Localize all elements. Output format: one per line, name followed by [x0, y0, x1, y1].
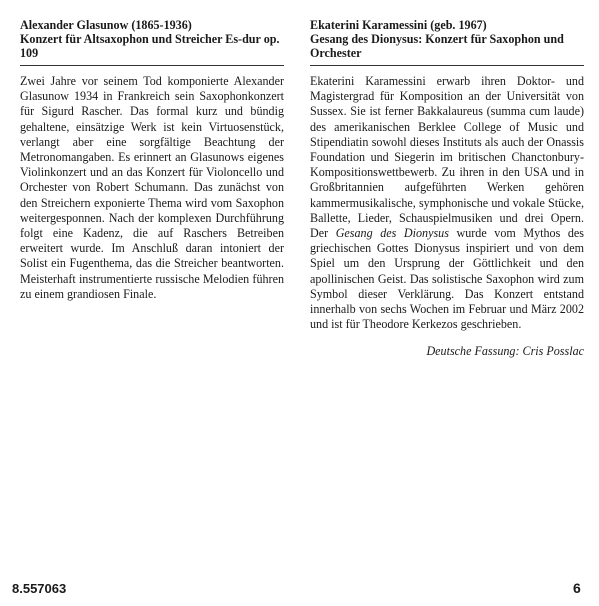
karamessini-body-part1: Ekaterini Karamessini erwarb ihren Doktor- und Magistergrad für Komposition an der Universität von Sussex. Sie ist ferner Bakkalaureus (summa cum laude) des amerikanischen Berklee College of Music und Stipendiatin sowohl dieses Instituts als auch der Onassis Foundation und Siegerin im britischen Chanctonbury-Kompositionswettbewerb. Zu ihren in den USA und in Großbritannien aufgeführten Werken gehören kammermusikalische, symphonische und vokale Stücke, Ballette, Lieder, Schauspielmusiken und drei Opern. Der [310, 74, 584, 241]
karamessini-body-work-title: Gesang des Dionysus [335, 226, 449, 241]
karamessini-body [310, 74, 584, 332]
left-divider [20, 65, 284, 66]
karamessini-body-part2: wurde vom Mythos des griechischen Gottes Dionysus inspiriert und von dem Spiel um den Ursprung der Göttlichkeit und den apollinischen Geist. Das solistische Saxophon wird zum Symbol dieser Verklärung. Das Konzert entstand innerhalb von sechs Wochen im Februar und März 2002 und ist für Theodore Kerkezos geschrieben. [310, 226, 584, 332]
translation-credit: Deutsche Fassung: Cris Posslac [426, 344, 584, 359]
glasunow-heading-work: Konzert für Altsaxophon und Streicher Es-dur op. 109 [20, 32, 280, 60]
right-divider [310, 65, 584, 66]
catalog-number: 8.557063 [12, 581, 67, 596]
right-column [310, 18, 584, 360]
karamessini-heading-work: Gesang des Dionysus: Konzert für Saxophon und Orchester [310, 32, 564, 60]
karamessini-heading-composer: Ekaterini Karamessini (geb. 1967) [310, 18, 487, 32]
page-number: 6 [573, 580, 581, 596]
left-column [20, 18, 284, 302]
glasunow-body: Zwei Jahre vor seinem Tod komponierte Alexander Glasunow 1934 in Frankreich sein Saxophonkonzert für Sigurd Rascher. Das formal kurz und bündig gehaltene, einsätzige Werk ist kein Virtuosenstück, verlangt aber eine sorgfältige Beachtung der Metronomangaben. Es erinnert an Glasunows eigenes Violinkonzert und an das Konzert für Violoncello und Orchester von Robert Schumann. Das zunächst von den Streichern exponierte Thema wird vom Saxophon weitergesponnen. Nach der komplexen Durchführung folgt eine Kadenz, die auf Raschers Betreiben erweitert wurde. Im Anschluß daran intoniert der Solist ein Fugenthema, das die Streicher beantworten. Meisterhaft instrumentierte russische Melodien führen zu einem grandiosen Finale. [20, 74, 284, 301]
glasunow-heading-composer: Alexander Glasunow (1865-1936) [20, 18, 192, 32]
